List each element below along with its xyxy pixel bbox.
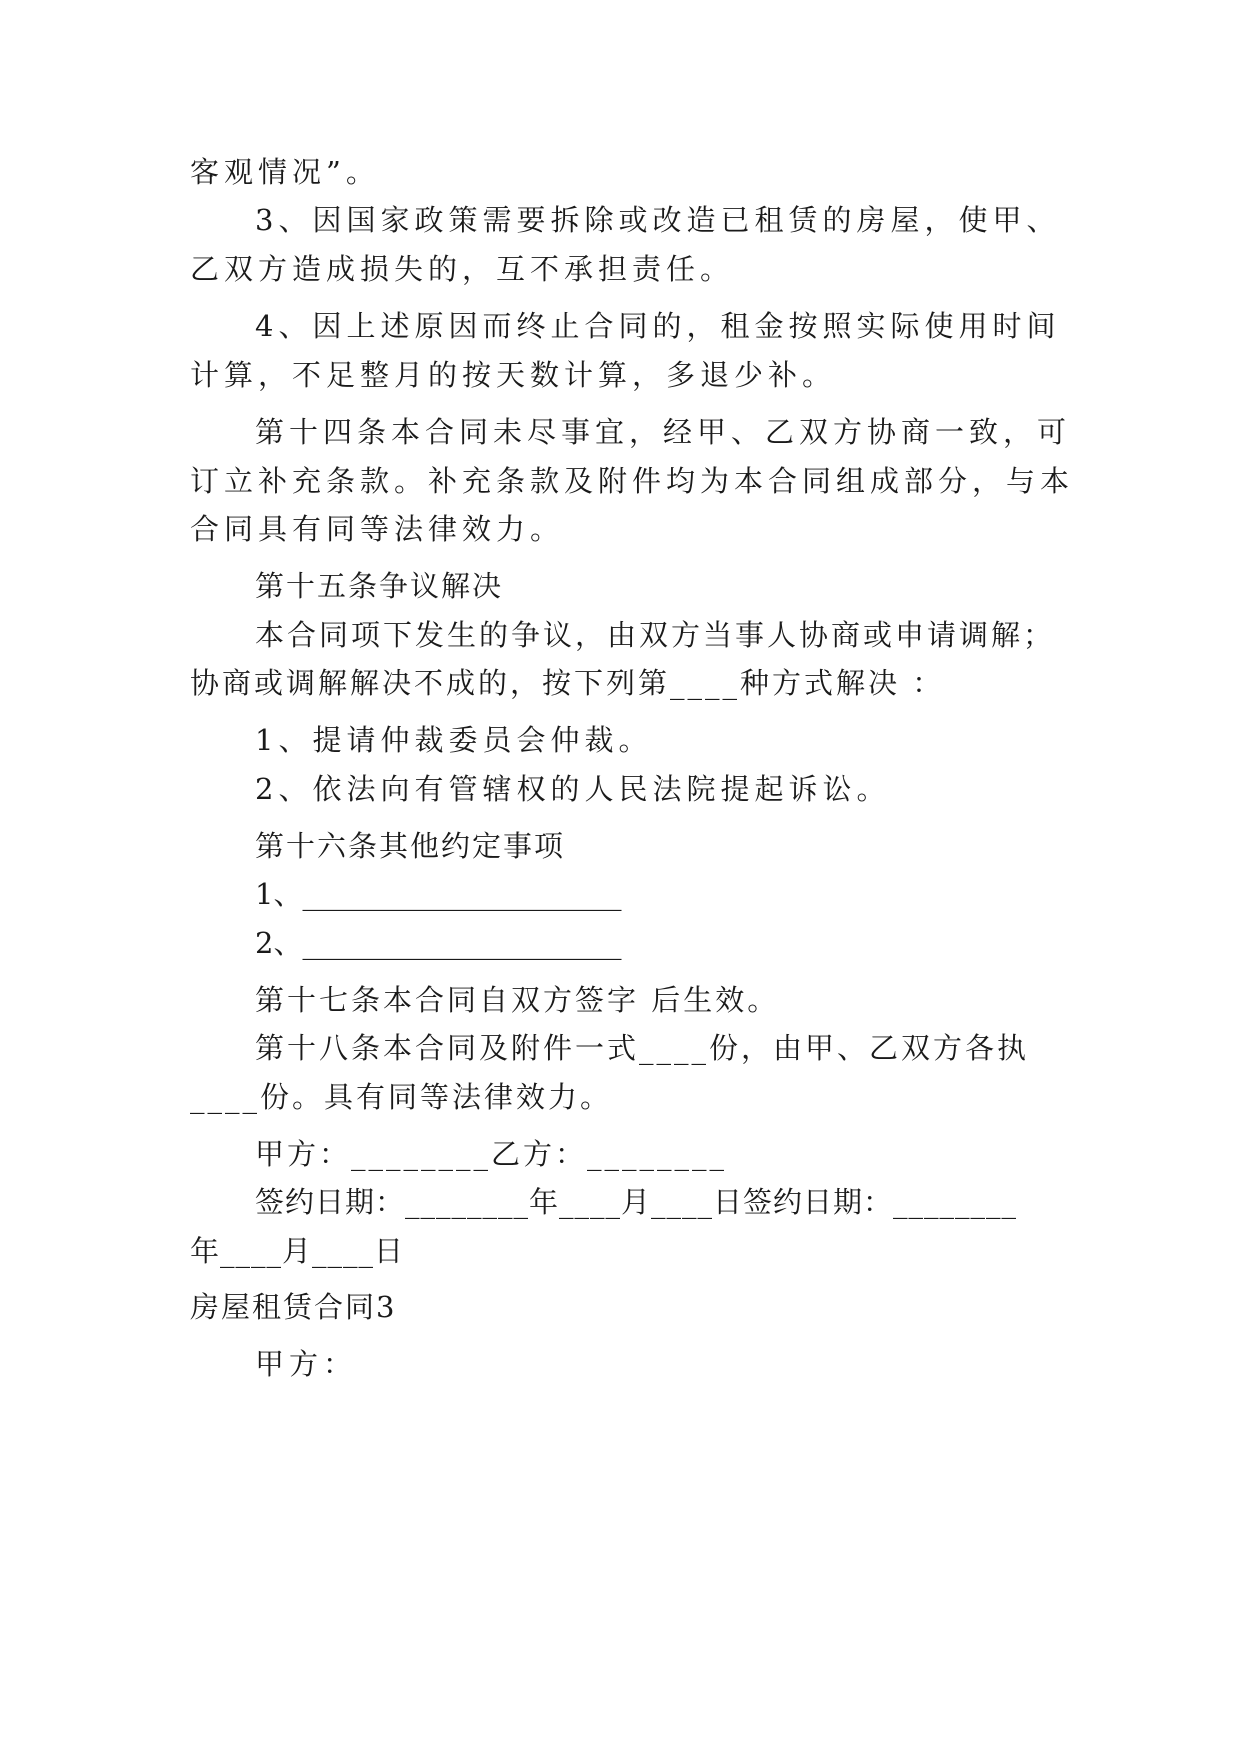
text-line: 本合同项下发生的争议，由双方当事人协商或申请调解； <box>255 618 1056 652</box>
list-item: 1、______________________ <box>255 877 622 911</box>
text-line: 计算，不足整月的按天数计算，多退少补。 <box>190 358 837 392</box>
text-line: 第十四条本合同未尽事宜，经甲、乙双方协商一致，可 <box>255 415 1072 449</box>
signature-line: 甲方：________乙方：________ <box>255 1137 728 1171</box>
text-line: 第十八条本合同及附件一式____份，由甲、乙双方各执 <box>255 1031 1030 1065</box>
text-line: 乙双方造成损失的，互不承担责任。 <box>190 252 735 286</box>
party-label: 甲方： <box>255 1347 358 1381</box>
list-item: 2、______________________ <box>255 926 622 960</box>
text-line: 第十七条本合同自双方签字 后生效。 <box>255 983 780 1017</box>
text-line: 4、因上述原因而终止合同的，租金按照实际使用时间 <box>255 309 1061 343</box>
signature-date-line: 年____月____日 <box>190 1234 405 1268</box>
list-item: 2、依法向有管辖权的人民法院提起诉讼。 <box>255 772 891 806</box>
text-line: 合同具有同等法律效力。 <box>190 512 565 546</box>
text-line: 协商或调解解决不成的，按下列第____种方式解决 ： <box>190 666 945 700</box>
list-item: 1、提请仲裁委员会仲裁。 <box>255 723 653 757</box>
signature-date-line: 签约日期：________年____月____日签约日期：________ <box>255 1185 1018 1219</box>
text-line: 3、因国家政策需要拆除或改造已租赁的房屋，使甲、 <box>255 203 1061 237</box>
section-heading: 第十五条争议解决 <box>255 569 504 603</box>
text-line: ____份。具有同等法律效力。 <box>190 1080 613 1114</box>
text-line: 订立补充条款。补充条款及附件均为本合同组成部分，与本 <box>190 464 1075 498</box>
document-title: 房屋租赁合同3 <box>190 1290 397 1324</box>
section-heading: 第十六条其他约定事项 <box>255 829 566 863</box>
text-line: 客观情况”。 <box>190 155 380 189</box>
